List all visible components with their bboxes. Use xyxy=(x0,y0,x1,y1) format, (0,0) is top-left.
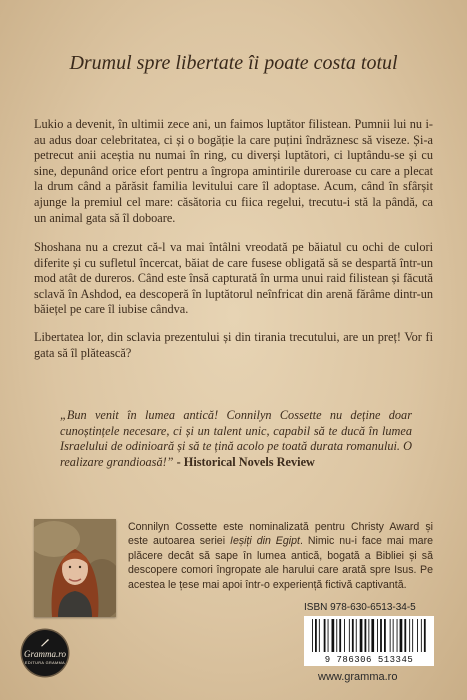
publisher-website: www.gramma.ro xyxy=(318,671,398,683)
blurb-paragraph-1: Lukio a devenit, în ultimii zece ani, un faimos luptător filistean. Pumnii lui nu i-au adus doar celebritatea, ci și o bogăție la care puțini îndrăznesc să viseze. Și-a petrecut anii aceștia nu numai în ring, cu diverși luptători, ci luptându-se și cu sine, depunând orice efort pentru a îngropa amintirile dureroase cu care a plecat la drum când a părăsit familia levitului care îl adoptase. Acum, când în sfârșit ajunge la premiul cel mare: căsătoria cu fiica regelui, trecutu-i stă la pândă, ca un animal gata să îl doboare. xyxy=(34,117,433,225)
barcode-bar xyxy=(368,619,369,652)
publisher-logo-name: Gramma.ro xyxy=(24,649,66,659)
bio-text-start: Connilyn Cossette este nominalizată pentru Christy Award și este autoarea seriei xyxy=(128,521,433,548)
tagline: Drumul spre libertate îi poate costa totul xyxy=(69,52,398,74)
isbn-label: ISBN 978-630-6513-34-5 xyxy=(304,602,416,613)
barcode-bar xyxy=(356,619,357,652)
barcode-bar xyxy=(377,619,378,652)
barcode-bar xyxy=(344,619,345,652)
author-bio xyxy=(128,520,433,592)
review-text: „Bun venit în lumea antică! Connilyn Cossette nu deține doar cunoștințele necesare, ci și un talent unic, capabil să te ducă în lumea Israelului de odinioară și să te țină acolo pe toată durata romanului. O realizare grandioasă!” xyxy=(60,408,412,469)
quill-icon xyxy=(40,637,50,647)
review-source: - Historical Novels Review xyxy=(173,454,315,469)
barcode-bar xyxy=(312,619,313,652)
blurb-paragraph-3: Libertatea lor, din sclavia prezentului și din tirania trecutului, are un preț! Vor fi gata să îl plătească? xyxy=(34,330,433,360)
barcode-bar xyxy=(352,619,354,652)
barcode-bar xyxy=(324,619,326,652)
barcode-digits: 9 786306 513345 xyxy=(324,655,414,665)
barcode-bar xyxy=(315,619,317,652)
barcode-bar xyxy=(404,619,406,652)
barcode-bar xyxy=(328,619,329,652)
barcode-bar xyxy=(400,619,403,652)
barcode-bar xyxy=(412,619,413,652)
barcode-bar xyxy=(409,619,410,652)
barcode-bar xyxy=(421,619,422,652)
publisher-logo-subtitle: EDITURA GRAMMA xyxy=(24,661,66,665)
barcode-bar xyxy=(339,619,341,652)
bio-text-end: . Nimic nu-i face mai mare plăcere decât să sape în lumea antică, bogată a Bibliei și să descopere comori îngropate ale harului care arată spre Isus. Pe acestea le țese mai apoi într-o experiență fictivă captivantă. xyxy=(128,535,433,591)
barcode-bar xyxy=(332,619,335,652)
barcode-bar xyxy=(397,619,398,652)
barcode-bar xyxy=(336,619,337,652)
barcode-bar xyxy=(417,619,418,652)
blurb-paragraph-2: Shoshana nu a crezut că-l va mai întâlni vreodată pe băiatul cu ochi de culori diferite și cu sufletul încercat, băiat de care fusese obligată să se despartă într-un mod atât de dureros. Când este însă capturată în urma unui raid filistean și făcută sclavă în Ashdod, ea descoperă în luptătorul neînfricat din arenă fărâme dintr-un băiețel pe care îl iubise cândva. xyxy=(34,240,433,317)
barcode-bar xyxy=(380,619,382,652)
barcode-bar xyxy=(390,619,391,652)
review-quote xyxy=(60,408,412,470)
barcode-bar xyxy=(424,619,426,652)
barcode-bar xyxy=(360,619,363,652)
author-photo xyxy=(34,519,116,617)
barcode-bar xyxy=(319,619,320,652)
barcode-bar xyxy=(393,619,394,652)
barcode-bar xyxy=(371,619,374,652)
barcode-bars xyxy=(304,616,434,656)
publisher-logo xyxy=(22,630,68,676)
barcode-bar xyxy=(365,619,367,652)
bio-series-title: Ieșiți din Egipt xyxy=(230,535,300,548)
barcode-bar xyxy=(384,619,386,652)
barcode-bar xyxy=(349,619,350,652)
isbn-barcode xyxy=(304,616,434,666)
